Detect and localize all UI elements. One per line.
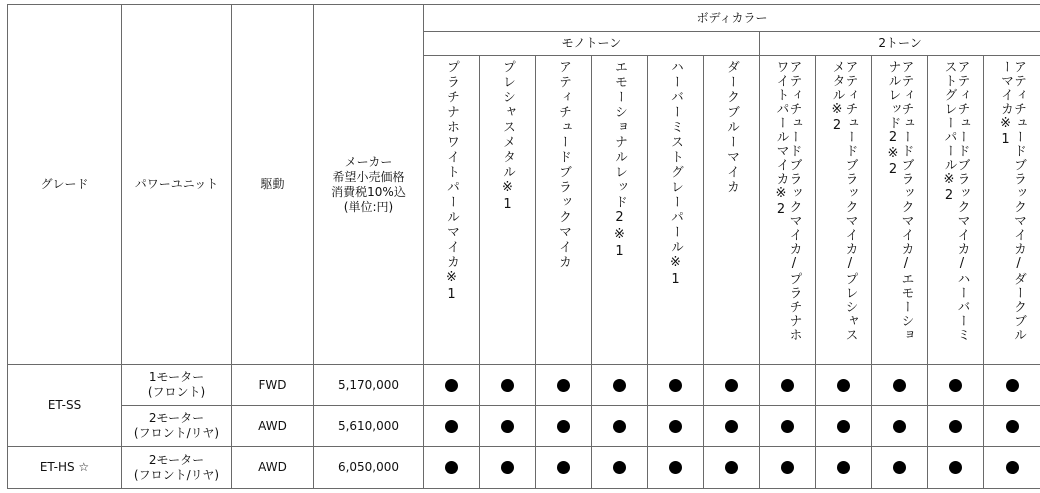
availability-cell: [984, 447, 1040, 489]
table-row: [8, 406, 1040, 447]
grade-name: ET-SS: [47, 398, 82, 412]
available-dot-icon: [1006, 461, 1019, 474]
availability-cell: [480, 365, 536, 406]
availability-cell: [480, 406, 536, 447]
availability-cell: [592, 365, 648, 406]
power-unit-header: [122, 5, 232, 365]
grade-header: [8, 5, 122, 365]
available-dot-icon: [445, 420, 458, 433]
two-tone-color-name: アティチュードブラックマイカ/プラチナホワイトパールマイカ※2: [773, 60, 802, 342]
available-dot-icon: [949, 420, 962, 433]
two-tone-header: [760, 32, 1040, 56]
table-row: [8, 365, 1040, 406]
availability-cell: [424, 447, 480, 489]
availability-cell: [704, 406, 760, 447]
grade-name: ET-HS: [39, 460, 75, 474]
two-tone-color-col-4: [928, 56, 984, 365]
table-row: [8, 447, 1040, 489]
two-tone-color-col-1: [760, 56, 816, 365]
availability-cell: [928, 365, 984, 406]
availability-cell: [648, 365, 704, 406]
availability-cell: [536, 406, 592, 447]
available-dot-icon: [725, 461, 738, 474]
available-dot-icon: [893, 379, 906, 392]
mono-tone-header: [424, 32, 760, 56]
availability-cell: [424, 406, 480, 447]
availability-cell: [872, 447, 928, 489]
availability-cell: [592, 406, 648, 447]
power-unit-value: 2モーター (フロント/リヤ): [133, 452, 220, 482]
two-tone-color-name: アティチュードブラックマイカ/ハーバーミストグレーパール※2: [941, 60, 970, 342]
availability-cell: [648, 447, 704, 489]
availability-cell: [928, 406, 984, 447]
availability-cell: [704, 365, 760, 406]
mono-color-name: エモーショナルレッド2※1: [612, 60, 627, 261]
power-unit-cell: [122, 406, 232, 447]
two-tone-color-name: アティチュードブラックマイカ/プレシャスメタル※2: [829, 60, 858, 342]
availability-cell: [760, 365, 816, 406]
drive-cell: [232, 447, 314, 489]
mono-color-col-5: [648, 56, 704, 365]
available-dot-icon: [501, 379, 514, 392]
available-dot-icon: [837, 461, 850, 474]
price-cell: [314, 365, 424, 406]
price-cell: [314, 406, 424, 447]
grade-cell: [8, 447, 122, 489]
header-row-1: [8, 5, 1040, 32]
availability-cell: [760, 447, 816, 489]
availability-cell: [480, 447, 536, 489]
available-dot-icon: [781, 461, 794, 474]
availability-cell: [704, 447, 760, 489]
mono-tone-header-label: モノトーン: [561, 36, 622, 50]
grade-color-table: [7, 4, 1040, 489]
available-dot-icon: [557, 420, 570, 433]
grade-cell: [8, 365, 122, 447]
two-tone-color-col-5: [984, 56, 1040, 365]
price-value: 6,050,000: [337, 460, 400, 474]
available-dot-icon: [557, 461, 570, 474]
price-value: 5,170,000: [337, 377, 400, 392]
drive-cell: [232, 406, 314, 447]
drive-value: AWD: [258, 418, 287, 433]
two-tone-color-name: アティチュードブラックマイカ/エモーショナルレッド2※2: [885, 60, 914, 342]
drive-value: AWD: [258, 460, 287, 474]
star-icon: ☆: [78, 460, 90, 474]
grade-header-label: グレード: [40, 177, 89, 191]
available-dot-icon: [781, 379, 794, 392]
body-color-header: [424, 5, 1040, 32]
available-dot-icon: [613, 461, 626, 474]
available-dot-icon: [669, 420, 682, 433]
available-dot-icon: [837, 379, 850, 392]
available-dot-icon: [501, 420, 514, 433]
mono-color-name: プレシャスメタル※1: [500, 60, 515, 214]
available-dot-icon: [893, 461, 906, 474]
availability-cell: [536, 365, 592, 406]
drive-header-label: 駆動: [260, 177, 285, 191]
availability-cell: [760, 406, 816, 447]
available-dot-icon: [725, 420, 738, 433]
availability-cell: [592, 447, 648, 489]
availability-cell: [816, 447, 872, 489]
two-tone-color-name: アティチュードブラックマイカ/ダークブルーマイカ※1: [998, 60, 1027, 342]
mono-color-col-6: [704, 56, 760, 365]
available-dot-icon: [725, 379, 738, 392]
available-dot-icon: [445, 379, 458, 392]
availability-cell: [424, 365, 480, 406]
availability-cell: [984, 406, 1040, 447]
price-header-label: メーカー 希望小売価格 消費税10%込 (単位:円): [331, 154, 406, 214]
mono-color-name: ハーバーミストグレーパール※1: [668, 60, 683, 289]
power-unit-value: 1モーター (フロント): [147, 370, 206, 399]
available-dot-icon: [445, 461, 458, 474]
drive-header: [232, 5, 314, 365]
drive-cell: [232, 365, 314, 406]
availability-cell: [816, 406, 872, 447]
mono-color-name: プラチナホワイトパールマイカ※1: [444, 60, 459, 304]
mono-color-name: ダークブルーマイカ: [724, 60, 739, 195]
mono-color-name: アティチュードブラックマイカ: [556, 60, 571, 270]
available-dot-icon: [1006, 420, 1019, 433]
available-dot-icon: [1006, 379, 1019, 392]
availability-cell: [872, 365, 928, 406]
availability-cell: [872, 406, 928, 447]
availability-cell: [816, 365, 872, 406]
mono-color-col-1: [424, 56, 480, 365]
mono-color-col-3: [536, 56, 592, 365]
availability-cell: [928, 447, 984, 489]
available-dot-icon: [837, 420, 850, 433]
available-dot-icon: [613, 379, 626, 392]
body-color-header-label: ボディカラー: [696, 10, 768, 25]
available-dot-icon: [949, 379, 962, 392]
availability-cell: [536, 447, 592, 489]
available-dot-icon: [501, 461, 514, 474]
two-tone-color-col-2: [816, 56, 872, 365]
available-dot-icon: [949, 461, 962, 474]
two-tone-header-label: 2トーン: [878, 36, 922, 50]
availability-cell: [648, 406, 704, 447]
price-value: 5,610,000: [337, 418, 400, 433]
available-dot-icon: [557, 379, 570, 392]
power-unit-value: 2モーター (フロント/リヤ): [133, 411, 220, 440]
price-header: [314, 5, 424, 365]
price-cell: [314, 447, 424, 489]
drive-value: FWD: [258, 377, 287, 392]
two-tone-color-col-3: [872, 56, 928, 365]
available-dot-icon: [781, 420, 794, 433]
available-dot-icon: [613, 420, 626, 433]
available-dot-icon: [893, 420, 906, 433]
power-unit-header-label: パワーユニット: [134, 177, 219, 191]
mono-color-col-4: [592, 56, 648, 365]
mono-color-col-2: [480, 56, 536, 365]
availability-cell: [984, 365, 1040, 406]
available-dot-icon: [669, 379, 682, 392]
power-unit-cell: [122, 365, 232, 406]
available-dot-icon: [669, 461, 682, 474]
power-unit-cell: [122, 447, 232, 489]
